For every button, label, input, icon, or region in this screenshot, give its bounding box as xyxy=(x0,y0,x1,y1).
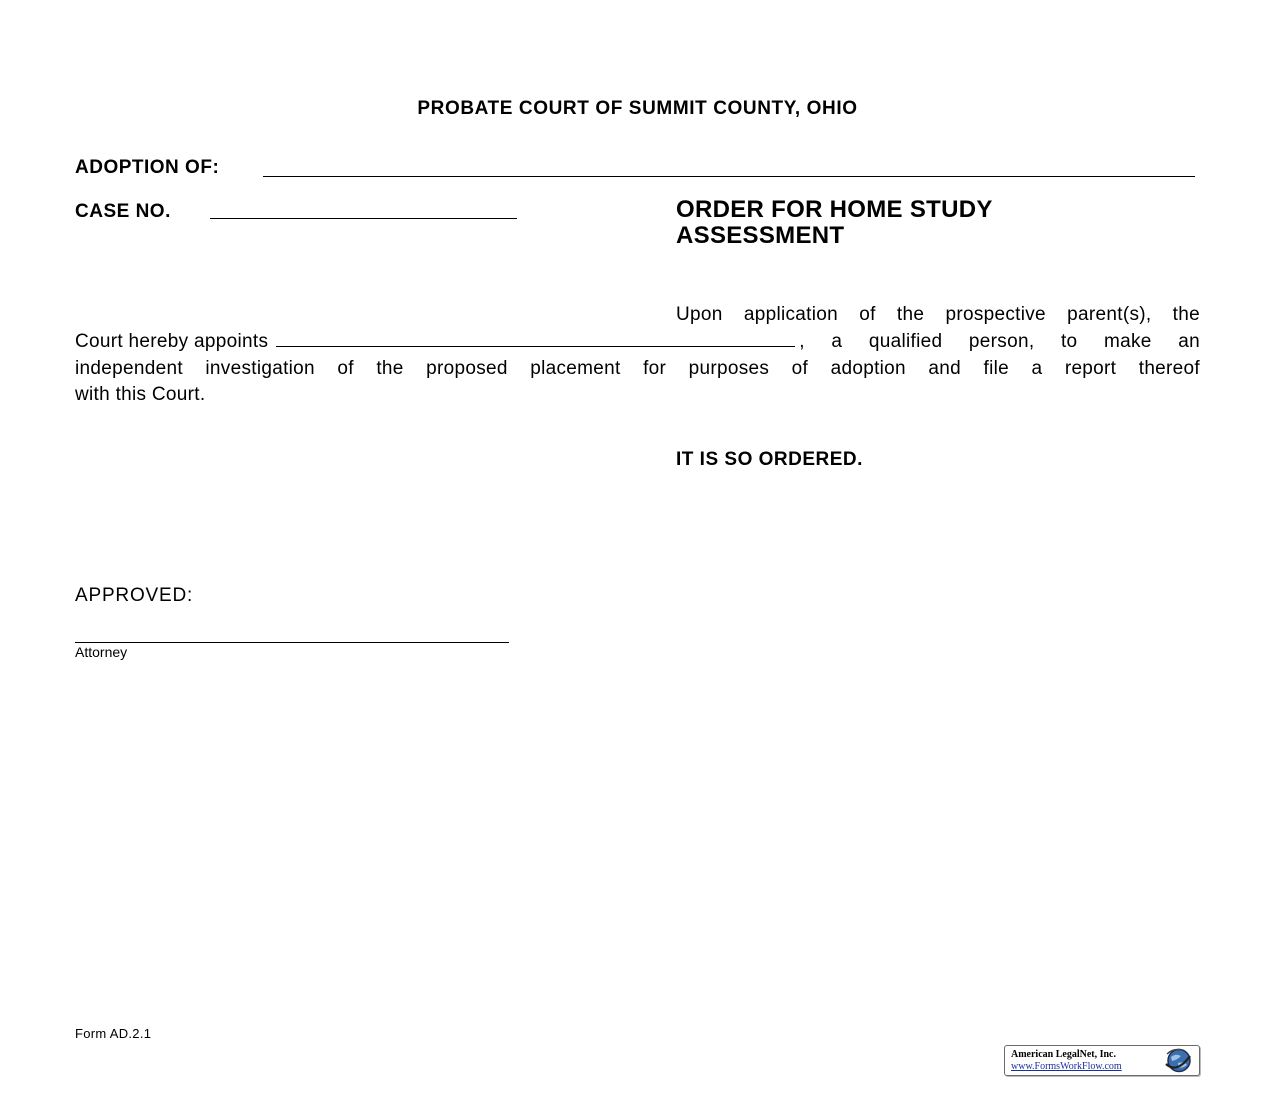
approved-label: APPROVED: xyxy=(75,585,194,606)
body-line-1: Upon application of the prospective parent(s), the xyxy=(676,304,1200,325)
body-line-2 xyxy=(75,328,1200,355)
adoption-of-field[interactable] xyxy=(263,176,1195,177)
attorney-signature-line[interactable] xyxy=(75,642,509,643)
it-is-so-ordered: IT IS SO ORDERED. xyxy=(676,449,863,470)
qualified-person-text: , a qualified person, to make an xyxy=(799,331,1200,352)
court-title: PROBATE COURT OF SUMMIT COUNTY, OHIO xyxy=(417,98,858,119)
globe-icon xyxy=(1163,1047,1193,1074)
publisher-logo[interactable] xyxy=(1004,1045,1200,1076)
body-line-4: with this Court. xyxy=(75,384,206,405)
form-number: Form AD.2.1 xyxy=(75,1026,152,1041)
appoints-text: Court hereby appoints xyxy=(75,331,269,352)
order-title xyxy=(676,197,1176,249)
order-title-line-1: ORDER FOR HOME STUDY xyxy=(676,196,993,223)
publisher-name: American LegalNet, Inc. xyxy=(1011,1049,1116,1060)
case-number-label: CASE NO. xyxy=(75,201,171,222)
publisher-url[interactable]: www.FormsWorkFlow.com xyxy=(1011,1061,1122,1072)
body-line-3: independent investigation of the proposed placement for purposes of adoption and file a report thereof xyxy=(75,358,1200,379)
attorney-label: Attorney xyxy=(75,644,128,660)
order-title-line-2: ASSESSMENT xyxy=(676,222,845,249)
adoption-of-label: ADOPTION OF: xyxy=(75,157,220,178)
case-number-field[interactable] xyxy=(210,218,517,219)
appointee-name-field[interactable] xyxy=(276,328,795,347)
